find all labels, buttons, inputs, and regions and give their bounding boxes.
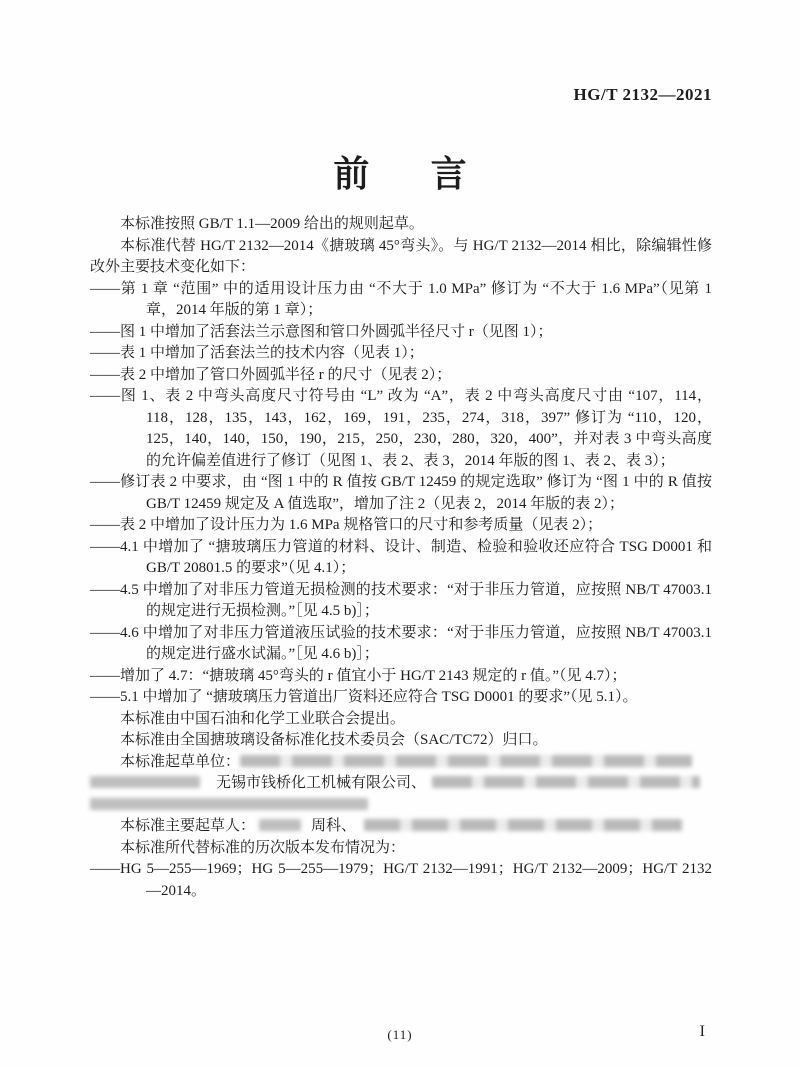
footer-note: (11)	[387, 1027, 413, 1042]
change-item: ——表 2 中增加了设计压力为 1.6 MPa 规格管口的尺寸和参考质量（见表 2）；	[90, 517, 603, 533]
change-item: ——4.5 中增加了对非压力管道无损检测的技术要求：“对于非压力管道，应按照 NB/T 47003.1 的规定进行无损检测。”［见 4.5 b)］；	[90, 581, 712, 619]
change-item: ——第 1 章 “范围” 中的适用设计压力由 “不大于 1.0 MPa” 修订为 “不大于 1.6 MPa”（见第 1 章，2014 年版的第 1 章）；	[90, 280, 712, 318]
change-item: ——图 1 中增加了活套法兰示意图和管口外圆弧半径尺寸 r（见图 1）；	[90, 323, 553, 340]
redacted-text	[90, 776, 200, 788]
change-item: ——表 1 中增加了活套法兰的技术内容（见表 1）；	[90, 345, 424, 361]
paragraph-provided-by: 本标准由中国石油和化学工业联合会提出。	[120, 710, 406, 727]
drafter-visible: 周科、	[311, 818, 357, 834]
change-item: ——5.1 中增加了 “搪玻璃压力管道出厂资料还应符合 TSG D0001 的要求”（见 5.1）。	[90, 689, 638, 705]
page-title: 前 言	[333, 154, 480, 194]
redacted-text	[259, 819, 301, 831]
change-item: ——增加了 4.7：“搪玻璃 45°弯头的 r 值宜小于 HG/T 2143 规定的 r 值。”（见 4.7）；	[90, 667, 627, 684]
footer-page-number: I	[699, 1023, 705, 1040]
redacted-text	[364, 819, 682, 831]
redacted-text	[240, 755, 692, 767]
drafting-unit-visible: 无锡市钱桥化工机械有限公司、	[216, 775, 427, 791]
change-item: ——表 2 中增加了管口外圆弧半径 r 的尺寸（见表 2）；	[90, 366, 452, 383]
paragraph-intro-2: 本标准代替 HG/T 2132—2014《搪玻璃 45°弯头》。与 HG/T 2132—2014 相比，除编辑性修改外主要技术变化如下：	[90, 237, 712, 275]
drafters-label: 本标准主要起草人：	[120, 818, 256, 834]
drafting-units-line-3	[90, 795, 712, 817]
drafters-line	[90, 816, 712, 838]
history-entry: ——HG 5—255—1969；HG 5—255—1979；HG/T 2132—1991；HG/T 2132—2009；HG/T 2132—2014。	[90, 861, 712, 899]
redacted-text	[432, 776, 700, 788]
paragraph-centralized-by: 本标准由全国搪玻璃设备标准化技术委员会（SAC/TC72）归口。	[120, 732, 548, 748]
drafting-units-label: 本标准起草单位：	[120, 753, 241, 770]
drafting-units-line-2	[90, 773, 712, 795]
change-item: ——图 1、表 2 中弯头高度尺寸符号由 “L” 改为 “A”，表 2 中弯头高度尺寸由 “107，114，118，128，135，143，162，169，191，235，274，318，397” 修订为 “110，120，125，140，140，150，190，215，250，230，280，320，400”，并对表 3 中弯头高度的允许偏差值进行了修订（见图 1、表 2、表 3，2014 年版的图 1、表 2、表 3）；	[90, 388, 712, 469]
change-item: ——修订表 2 中要求，由 “图 1 中的 R 值按 GB/T 12459 的规定选取” 修订为 “图 1 中的 R 值按 GB/T 12459 规定及 A 值选取”，增加了注 2（见表 2，2014 年版的表 2）；	[90, 474, 712, 512]
change-item: ——4.6 中增加了对非压力管道液压试验的技术要求：“对于非压力管道，应按照 NB/T 47003.1 的规定进行盛水试漏。”［见 4.6 b)］；	[90, 624, 712, 662]
standard-number: HG/T 2132—2021	[573, 85, 712, 104]
change-item: ——4.1 中增加了 “搪玻璃压力管道的材料、设计、制造、检验和验收还应符合 TSG D0001 和 GB/T 20801.5 的要求”（见 4.1）；	[90, 538, 712, 576]
paragraph-history-intro: 本标准所代替标准的历次版本发布情况为：	[120, 839, 406, 856]
redacted-text	[90, 798, 368, 810]
foreword-body	[90, 214, 712, 902]
drafting-units-line-1	[90, 752, 712, 774]
paragraph-intro-1: 本标准按照 GB/T 1.1—2009 给出的规则起草。	[120, 216, 424, 232]
